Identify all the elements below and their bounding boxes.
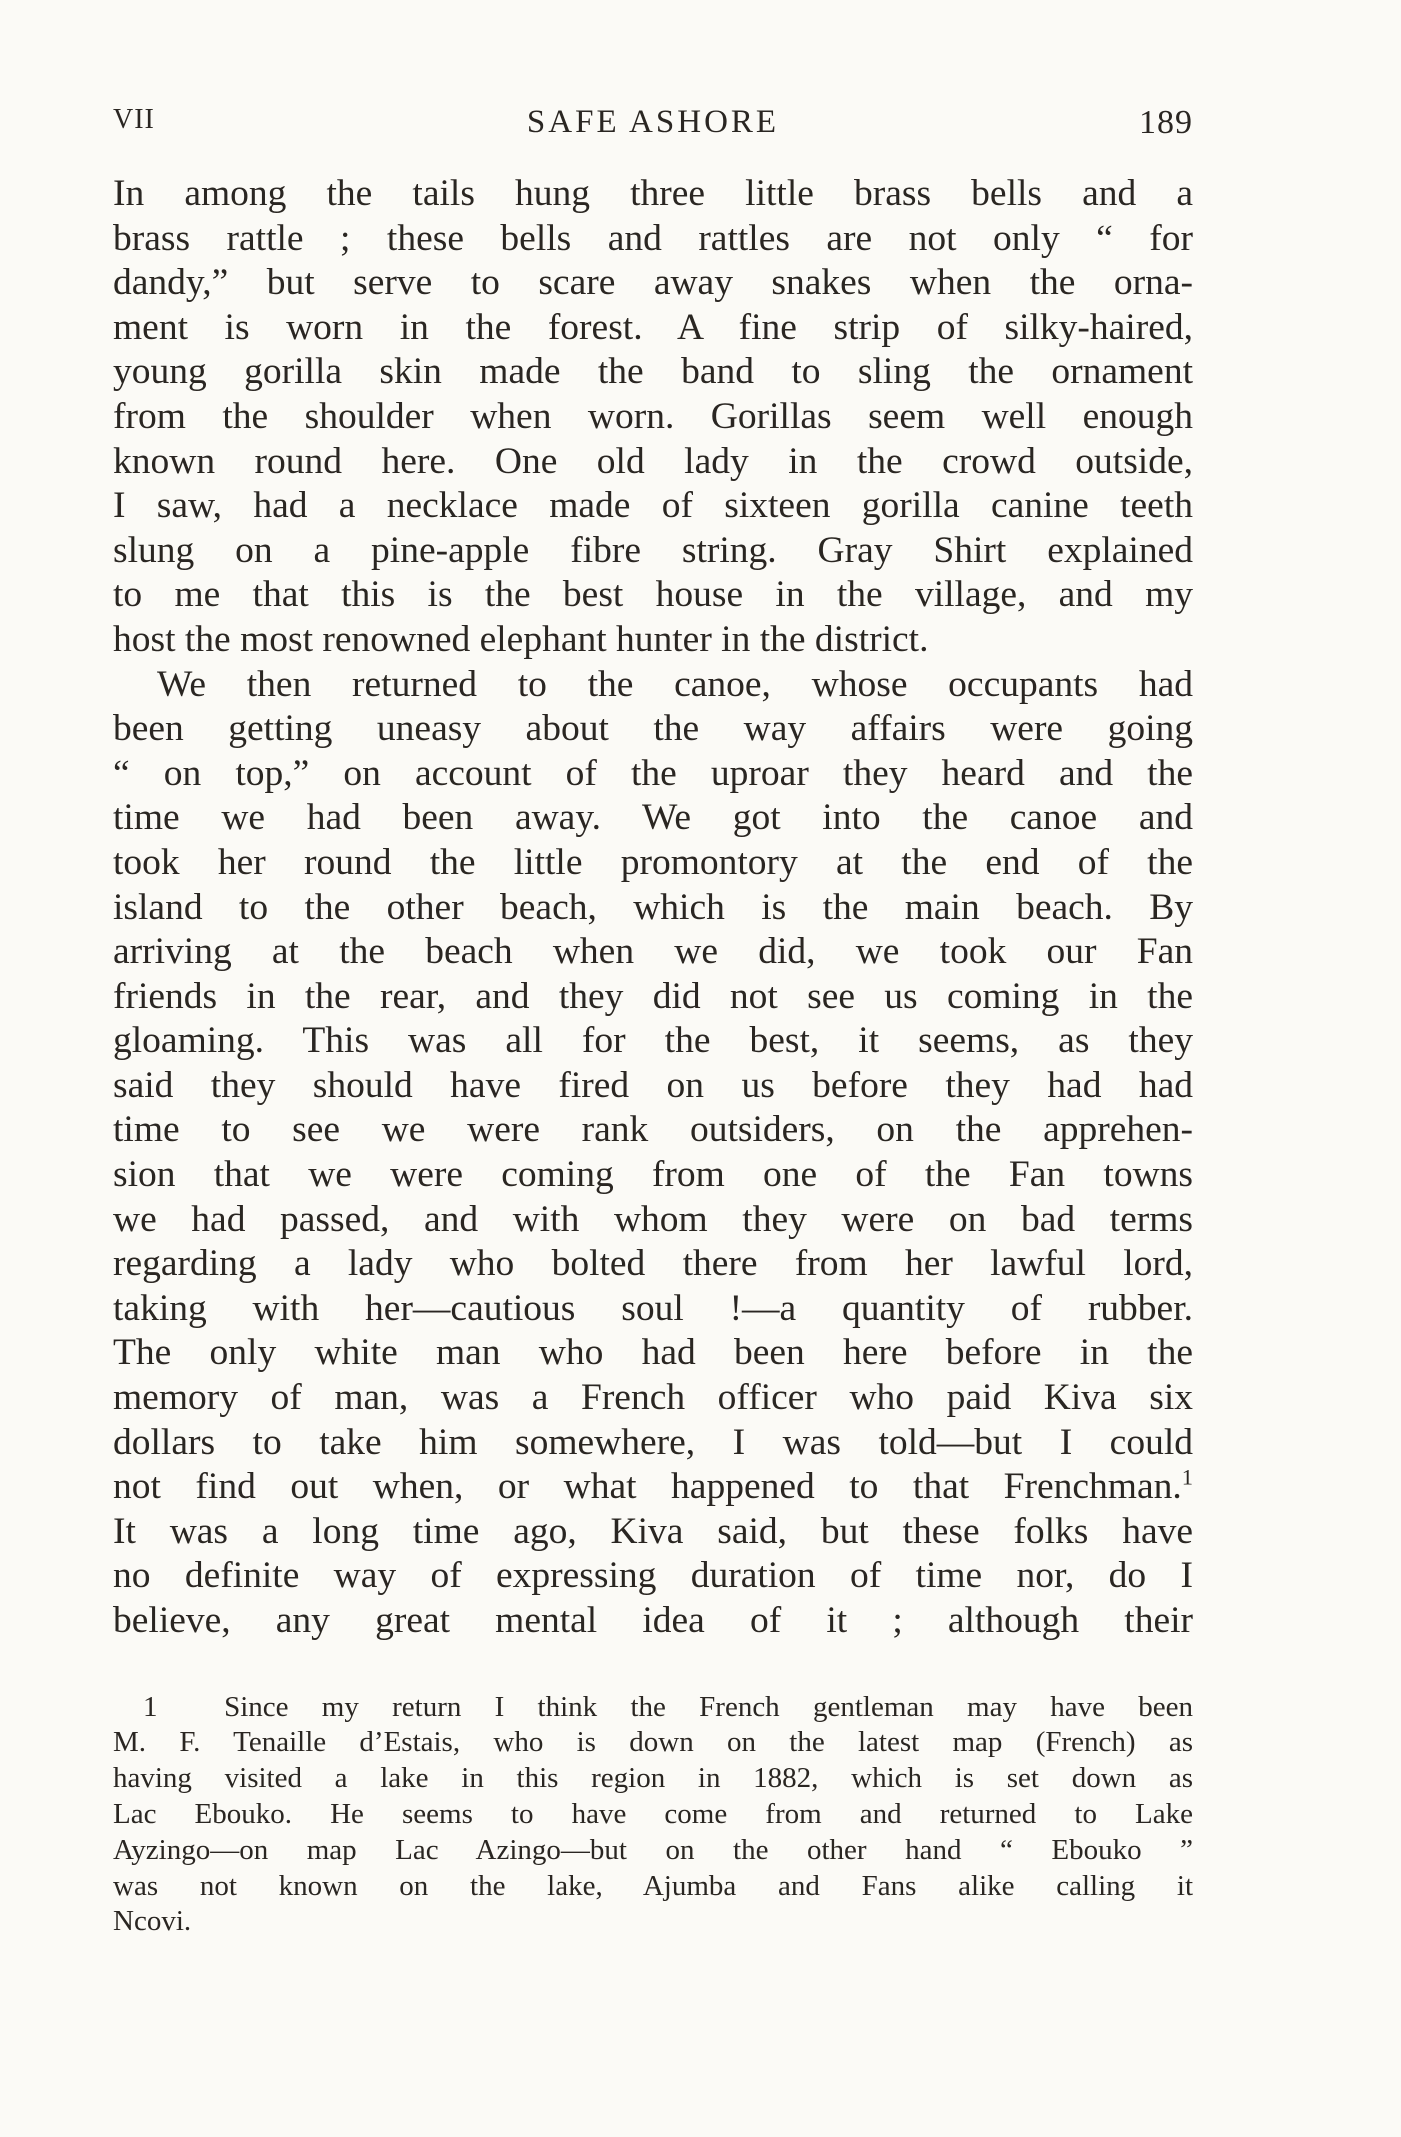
footnote	[113, 1690, 1193, 1941]
text-line: believe, any great mental idea of it ; although their	[113, 1600, 1193, 1641]
text-line: slung on a pine-apple fibre string. Gray Shirt explained	[113, 529, 1193, 571]
footnote-text: Lac Ebouko. He seems to have come from and returned to Lake	[113, 1797, 1193, 1830]
book-page	[113, 98, 1193, 1940]
text-line: I saw, had a necklace made of sixteen gorilla canine teeth	[113, 485, 1193, 527]
text-line: memory of man, was a French officer who paid Kiva six	[113, 1377, 1193, 1419]
text-line: said they should have fired on us before they had had	[113, 1064, 1193, 1106]
text-line: ment is worn in the forest. A fine strip of silky-haired,	[113, 306, 1193, 348]
running-header	[113, 98, 1193, 150]
text-line: regarding a lady who bolted there from her lawful lord,	[113, 1243, 1193, 1285]
text-line: friends in the rear, and they did not see us coming in the	[113, 975, 1193, 1017]
text-line: It was a long time ago, Kiva said, but these folks have	[113, 1510, 1193, 1552]
text-line: arriving at the beach when we did, we took our Fan	[113, 931, 1193, 973]
text-line: from the shoulder when worn. Gorillas seem well enough	[113, 395, 1193, 437]
footnote-text: Since my return I think the French gentleman may have been	[224, 1690, 1193, 1723]
footnote-text: having visited a lake in this region in 1882, which is set down as	[113, 1762, 1193, 1795]
text-line: took her round the little promontory at the end of the	[113, 841, 1193, 883]
text-line: we had passed, and with whom they were on bad terms	[113, 1198, 1193, 1240]
footnote-reference: 1	[1181, 1464, 1193, 1490]
text-line: In among the tails hung three little brass bells and a	[113, 173, 1193, 214]
text-line: known round here. One old lady in the crowd outside,	[113, 440, 1193, 482]
text-line: time we had been away. We got into the canoe and	[113, 797, 1193, 839]
text-line: time to see we were rank outsiders, on the apprehen-	[113, 1109, 1193, 1151]
text-line: dollars to take him somewhere, I was told—but I could	[113, 1421, 1193, 1463]
footnote-text: was not known on the lake, Ajumba and Fans alike calling it	[113, 1869, 1193, 1902]
footnote-text: Ayzingo—on map Lac Azingo—but on the other hand “ Ebouko ”	[113, 1833, 1193, 1866]
body-text	[113, 172, 1193, 1644]
text-line: been getting uneasy about the way affairs were going	[113, 708, 1193, 750]
text-line: sion that we were coming from one of the Fan towns	[113, 1154, 1193, 1196]
chapter-number: VII	[113, 104, 155, 135]
text-line: island to the other beach, which is the main beach. By	[113, 886, 1193, 928]
page-number: 189	[1139, 104, 1193, 141]
text-line: dandy,” but serve to scare away snakes when the orna-	[113, 262, 1193, 304]
footnote-marker: 1	[143, 1690, 158, 1723]
text-line: We then returned to the canoe, whose occupants had	[157, 663, 1193, 705]
text-line: to me that this is the best house in the village, and my	[113, 574, 1193, 616]
text-line-with-footnote	[113, 1465, 1193, 1510]
text-line: “ on top,” on account of the uproar they heard and the	[113, 752, 1193, 794]
text-line: taking with her—cautious soul !—a quantity of rubber.	[113, 1287, 1193, 1329]
text-line: brass rattle ; these bells and rattles are not only “ for	[113, 217, 1193, 259]
running-title: SAFE ASHORE	[526, 104, 780, 140]
text-line: young gorilla skin made the band to sling the ornament	[113, 351, 1193, 393]
text-line: not find out when, or what happened to that Frenchman.	[113, 1466, 1182, 1508]
text-line: The only white man who had been here before in the	[113, 1332, 1193, 1374]
text-line: host the most renowned elephant hunter in the district.	[113, 618, 929, 660]
footnote-text: Ncovi.	[113, 1905, 192, 1938]
footnote-text: M. F. Tenaille d’Estais, who is down on the latest map (French) as	[113, 1726, 1193, 1759]
footnote-line-with-marker	[113, 1690, 1193, 1726]
text-line: no definite way of expressing duration of time nor, do I	[113, 1555, 1193, 1597]
text-line: gloaming. This was all for the best, it seems, as they	[113, 1020, 1193, 1062]
